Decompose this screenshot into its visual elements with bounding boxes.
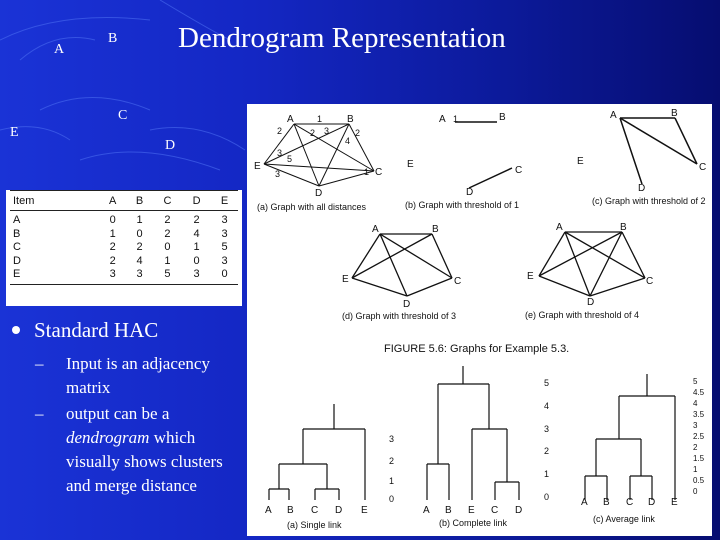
sub-bullet-2-emphasis: dendrogram — [66, 428, 150, 447]
leaf-label: C — [491, 505, 499, 516]
scale-complete: 4 — [544, 401, 550, 411]
graph-e-node-e: E — [527, 271, 534, 282]
table-cell: D — [13, 254, 21, 267]
table-cell: 0 — [211, 268, 238, 284]
edge-weight: 2 — [355, 128, 361, 138]
graph-e-node-d: D — [587, 297, 595, 308]
table-cell: 2 — [164, 227, 171, 240]
table-cell: 2 — [109, 241, 116, 253]
graph-a-node-c: C — [375, 167, 383, 178]
graph-b-node-e: E — [407, 159, 414, 170]
scale-average: 3.5 — [693, 410, 705, 419]
sub-bullet-2-suffix: which visually shows clusters and merge distance — [66, 428, 223, 495]
leaf-label: B — [287, 505, 294, 516]
node-d-label: D — [165, 138, 176, 153]
dendrogram-single-link — [269, 404, 365, 500]
scale-average: 0 — [693, 487, 698, 496]
leaf-label: D — [648, 497, 656, 508]
column-header: A — [99, 191, 126, 211]
node-b-label: B — [108, 31, 118, 46]
sub-bullet-2-text — [66, 402, 246, 498]
table-cell: C — [13, 241, 21, 253]
table-cell: 3 — [221, 254, 228, 267]
dendrogram-complete-link — [427, 366, 519, 500]
table-cell: 1 — [109, 227, 116, 240]
slide-title: Dendrogram Representation — [178, 22, 506, 54]
leaf-label: E — [468, 505, 475, 516]
dash-icon: – — [35, 354, 44, 373]
bullet-dot-icon — [12, 326, 20, 334]
column-header: D — [182, 191, 211, 211]
table-cell: 0 — [136, 227, 143, 240]
leaf-label: A — [581, 497, 588, 508]
table-cell: 4 — [193, 227, 200, 240]
sub-bullet-2-prefix: output can be a — [66, 404, 170, 423]
graph-threshold-3 — [352, 234, 452, 296]
scale-complete: 1 — [544, 469, 550, 479]
graph-b-node-d: D — [466, 187, 474, 198]
scale-single: 0 — [389, 494, 395, 504]
column-header: Item — [10, 191, 99, 211]
graph-a-caption: (a) Graph with all distances — [257, 202, 367, 212]
table-cell: 3 — [221, 227, 228, 240]
dendrogram-average-link — [585, 374, 675, 500]
distance-table — [6, 190, 242, 306]
graph-d-node-c: C — [454, 276, 462, 287]
leaf-label: A — [423, 505, 430, 516]
scale-single: 3 — [389, 434, 395, 444]
leaf-label: A — [265, 505, 272, 516]
table-cell: 5 — [153, 268, 182, 284]
table-cell: 2 — [193, 214, 200, 226]
edge-weight: 2 — [277, 126, 283, 136]
table-cell: 0 — [109, 214, 116, 226]
dendro-single-caption: (a) Single link — [287, 520, 342, 530]
table-cell: 3 — [126, 268, 153, 284]
edge-weight: 5 — [287, 154, 293, 164]
table-row — [10, 228, 238, 242]
graph-e-node-a: A — [556, 222, 563, 233]
edge-weight: 3 — [324, 126, 330, 136]
leaf-label: C — [311, 505, 319, 516]
scale-complete: 3 — [544, 424, 550, 434]
graph-a-node-e: E — [254, 161, 261, 172]
graph-a-node-a: A — [287, 114, 294, 125]
node-e-label: E — [10, 125, 19, 140]
node-c-label: C — [118, 108, 128, 123]
scale-single: 1 — [389, 476, 395, 486]
graph-threshold-2 — [620, 118, 697, 184]
table-cell: B — [13, 227, 21, 240]
scale-average: 3 — [693, 421, 698, 430]
leaf-label: C — [626, 497, 634, 508]
scale-single: 2 — [389, 456, 395, 466]
table-cell: 2 — [164, 214, 171, 226]
table-row — [10, 241, 238, 255]
table-cell: 2 — [136, 241, 143, 253]
scale-average: 1.5 — [693, 454, 705, 463]
graph-d-node-b: B — [432, 224, 439, 235]
graph-c-caption: (c) Graph with threshold of 2 — [592, 196, 706, 206]
scale-average: 5 — [693, 377, 698, 386]
graph-e-caption: (e) Graph with threshold of 4 — [525, 310, 640, 320]
leaf-label: D — [335, 505, 343, 516]
graph-d-caption: (d) Graph with threshold of 3 — [342, 311, 457, 321]
scale-average: 2.5 — [693, 432, 705, 441]
graph-d-node-a: A — [372, 224, 379, 235]
leaf-label: B — [445, 505, 452, 516]
table-row — [10, 211, 238, 228]
table-row — [10, 268, 238, 284]
edge-weight: 1 — [364, 167, 370, 177]
leaf-label: E — [361, 505, 368, 516]
graph-d-node-d: D — [403, 299, 411, 310]
table-cell: E — [10, 268, 99, 284]
sub-bullet-1-text: Input is an adjacency matrix — [66, 354, 210, 397]
scale-average: 2 — [693, 443, 698, 452]
node-a-label: A — [54, 42, 65, 57]
graph-c-node-a: A — [610, 110, 617, 121]
table-cell: 1 — [136, 214, 143, 226]
table-row — [10, 255, 238, 269]
table-cell: 0 — [164, 241, 171, 253]
graph-b-node-a: A — [439, 114, 446, 125]
column-header: C — [153, 191, 182, 211]
graph-a-node-d: D — [315, 188, 323, 199]
column-header: B — [126, 191, 153, 211]
graph-e-node-b: B — [620, 222, 627, 233]
scale-average: 1 — [693, 465, 698, 474]
graph-e-node-c: C — [646, 276, 654, 287]
table-cell: 3 — [221, 214, 228, 226]
leaf-label: E — [671, 497, 678, 508]
graph-c-node-b: B — [671, 108, 678, 119]
dash-icon: – — [35, 404, 44, 423]
scale-complete: 0 — [544, 492, 550, 502]
graph-c-node-c: C — [699, 162, 707, 173]
leaf-label: D — [515, 505, 523, 516]
table-cell: 2 — [109, 254, 116, 267]
graph-b-node-b: B — [499, 112, 506, 123]
graph-c-node-d: D — [638, 183, 646, 194]
column-header: E — [211, 191, 238, 211]
figure-graphs-and-dendrograms — [247, 104, 712, 536]
table-cell: 3 — [182, 268, 211, 284]
table-header-row — [10, 191, 238, 211]
table-cell: 5 — [221, 241, 228, 253]
graph-b-node-c: C — [515, 165, 523, 176]
textbook-figure — [247, 104, 712, 536]
table-cell: 0 — [193, 254, 200, 267]
dendro-complete-caption: (b) Complete link — [439, 518, 508, 528]
scale-complete: 5 — [544, 378, 550, 388]
graph-c-node-e: E — [577, 156, 584, 167]
table-cell: 1 — [193, 241, 200, 253]
graph-a-node-b: B — [347, 114, 354, 125]
scale-complete: 2 — [544, 446, 550, 456]
edge-weight: 3 — [277, 148, 283, 158]
dendro-average-caption: (c) Average link — [593, 514, 655, 524]
edge-weight: 3 — [275, 169, 281, 179]
edge-weight-b1: 1 — [453, 114, 459, 124]
edge-weight: 1 — [317, 114, 323, 124]
edge-weight: 2 — [310, 128, 316, 138]
scale-average: 4 — [693, 399, 698, 408]
graph-threshold-4 — [539, 232, 645, 296]
graph-b-caption: (b) Graph with threshold of 1 — [405, 200, 520, 210]
scale-average: 4.5 — [693, 388, 705, 397]
leaf-label: B — [603, 497, 610, 508]
bullet-main-text: Standard HAC — [34, 318, 159, 342]
table-cell: 3 — [99, 268, 126, 284]
table-cell: 1 — [164, 254, 171, 267]
scale-average: 0.5 — [693, 476, 705, 485]
table-cell: A — [13, 214, 21, 226]
table-cell: 4 — [136, 254, 143, 267]
graph-threshold-1 — [455, 122, 512, 188]
edge-weight: 4 — [345, 136, 351, 146]
graph-d-node-e: E — [342, 274, 349, 285]
figure-caption: FIGURE 5.6: Graphs for Example 5.3. — [384, 343, 570, 355]
